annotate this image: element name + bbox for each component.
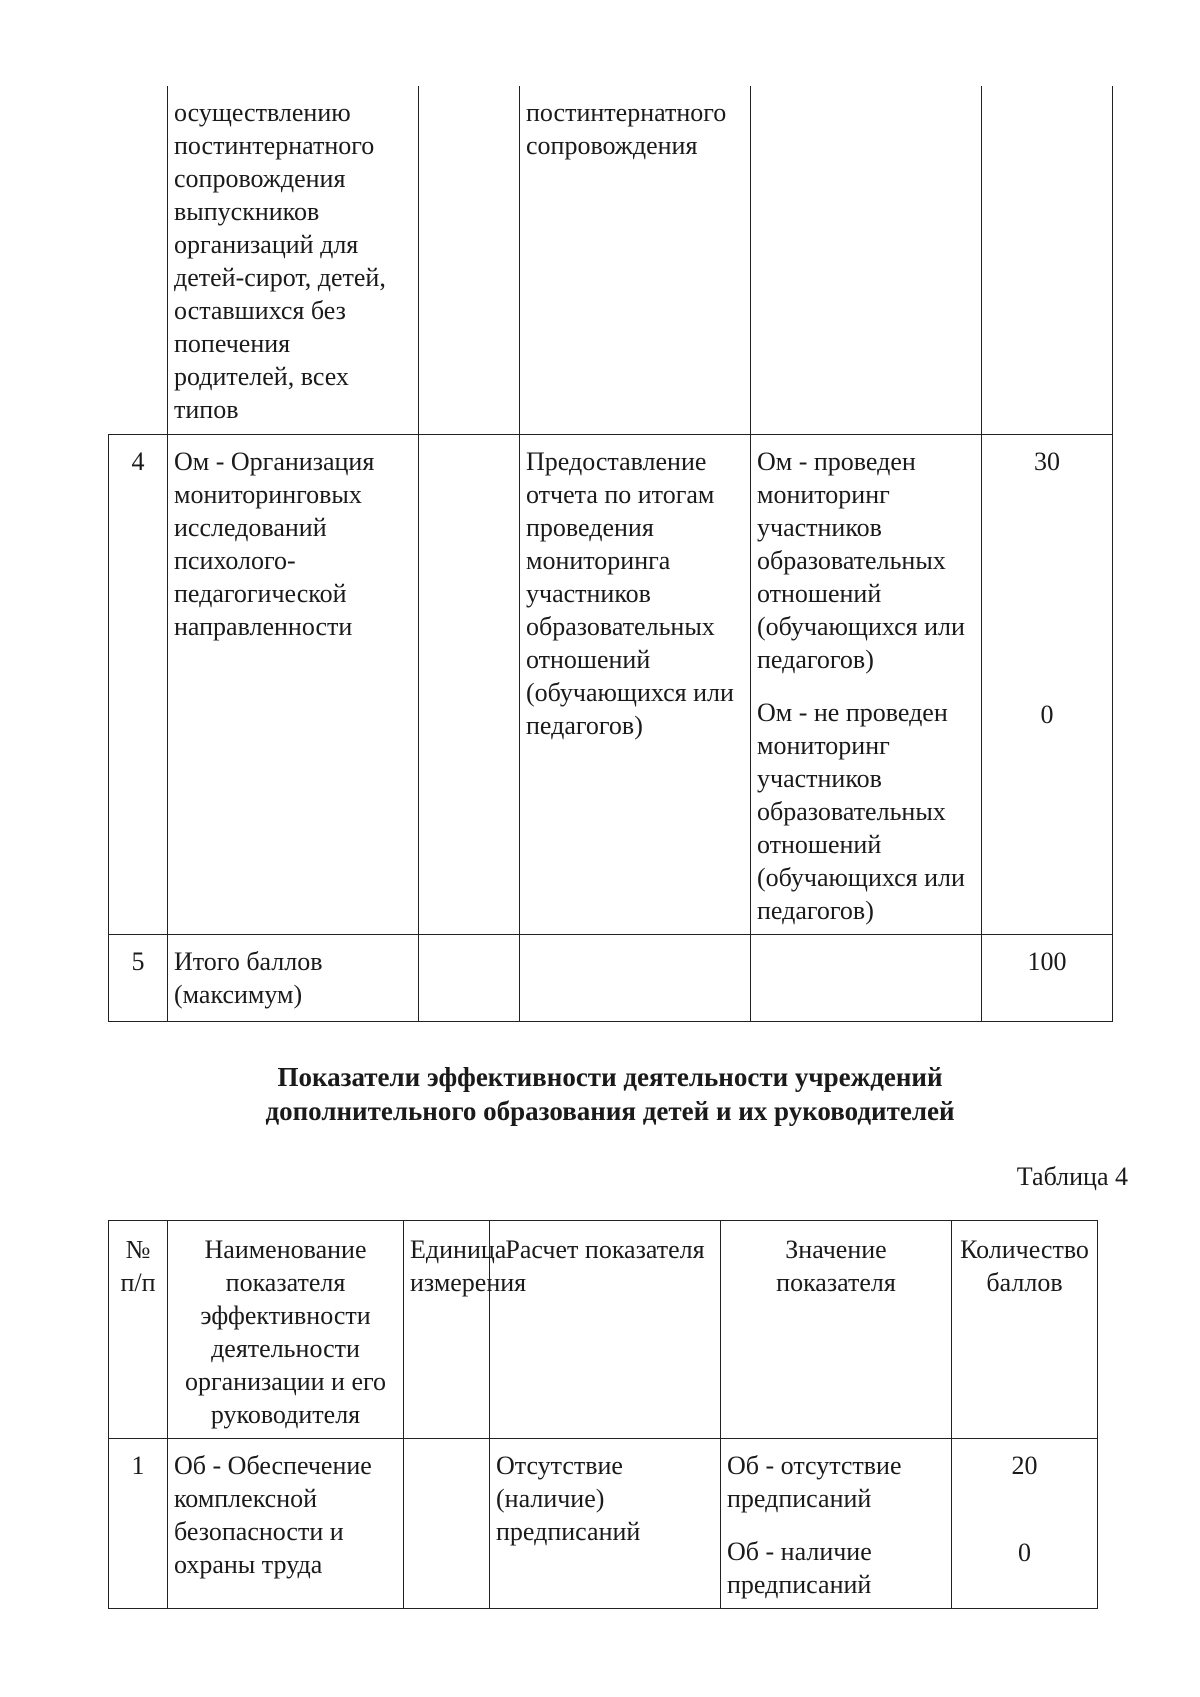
header-score: Количество баллов <box>952 1221 1098 1439</box>
row-number: 1 <box>109 1439 168 1609</box>
score-cell: 100 <box>982 934 1113 1021</box>
heading-line: дополнительного образования детей и их руководителей <box>265 1096 955 1126</box>
unit-cell <box>404 1439 490 1609</box>
row-number <box>109 86 168 434</box>
indicator-name: осуществлению постинтернатного сопровождения выпускников организаций для детей-сирот, детей, оставшихся без попечения родителей, всех типов <box>168 86 419 434</box>
value-cell <box>751 86 982 434</box>
header-name: Наименование показателя эффективности деятельности организации и его руководителя <box>168 1221 404 1439</box>
row-number: 4 <box>109 434 168 934</box>
value-text: Об - наличие предписаний <box>727 1537 872 1599</box>
unit-cell <box>419 86 520 434</box>
indicator-name: Ом - Организация мониторинговых исследований психолого-педагогической направленности <box>168 434 419 934</box>
score-value: 0 <box>1018 1538 1031 1567</box>
value-cell <box>751 434 982 934</box>
indicators-table-4 <box>108 1220 1098 1609</box>
score-cell <box>982 86 1113 434</box>
section-heading <box>108 1060 1112 1128</box>
header-value: Значение показателя <box>721 1221 952 1439</box>
header-unit: Единица измерения <box>404 1221 490 1439</box>
value-text: Ом - проведен мониторинг участников образовательных отношений (обучающихся или педагогов) <box>757 446 965 674</box>
table-row <box>109 1439 1098 1609</box>
value-text: Ом - не проведен мониторинг участников образовательных отношений (обучающихся или педагогов) <box>757 697 965 925</box>
table-row <box>109 934 1113 1021</box>
value-text: Об - отсутствие предписаний <box>727 1451 902 1513</box>
header-num: № п/п <box>109 1221 168 1439</box>
table-row <box>109 86 1113 434</box>
calculation-cell: Отсутствие (наличие) предписаний <box>490 1439 721 1609</box>
heading-line: Показатели эффективности деятельности учреждений <box>277 1062 943 1092</box>
score-cell <box>952 1439 1098 1609</box>
unit-cell <box>419 934 520 1021</box>
row-number: 5 <box>109 934 168 1021</box>
calculation-cell: постинтернатного сопровождения <box>520 86 751 434</box>
score-value: 20 <box>1011 1451 1038 1480</box>
score-value: 0 <box>1040 699 1054 729</box>
calculation-cell <box>520 934 751 1021</box>
indicator-name: Итого баллов (максимум) <box>168 934 419 1021</box>
calculation-cell: Предоставление отчета по итогам проведения мониторинга участников образовательных отношений (обучающихся или педагогов) <box>520 434 751 934</box>
value-cell <box>721 1439 952 1609</box>
indicators-table-continued <box>108 86 1113 1022</box>
value-cell <box>751 934 982 1021</box>
table-header-row <box>109 1221 1098 1439</box>
header-calc: Расчет показателя <box>490 1221 721 1439</box>
table-row <box>109 434 1113 934</box>
score-cell <box>982 434 1113 934</box>
indicator-name: Об - Обеспечение комплексной безопасности и охраны труда <box>168 1439 404 1609</box>
table-number-label: Таблица 4 <box>1016 1162 1128 1191</box>
score-value: 30 <box>1034 446 1060 476</box>
unit-cell <box>419 434 520 934</box>
